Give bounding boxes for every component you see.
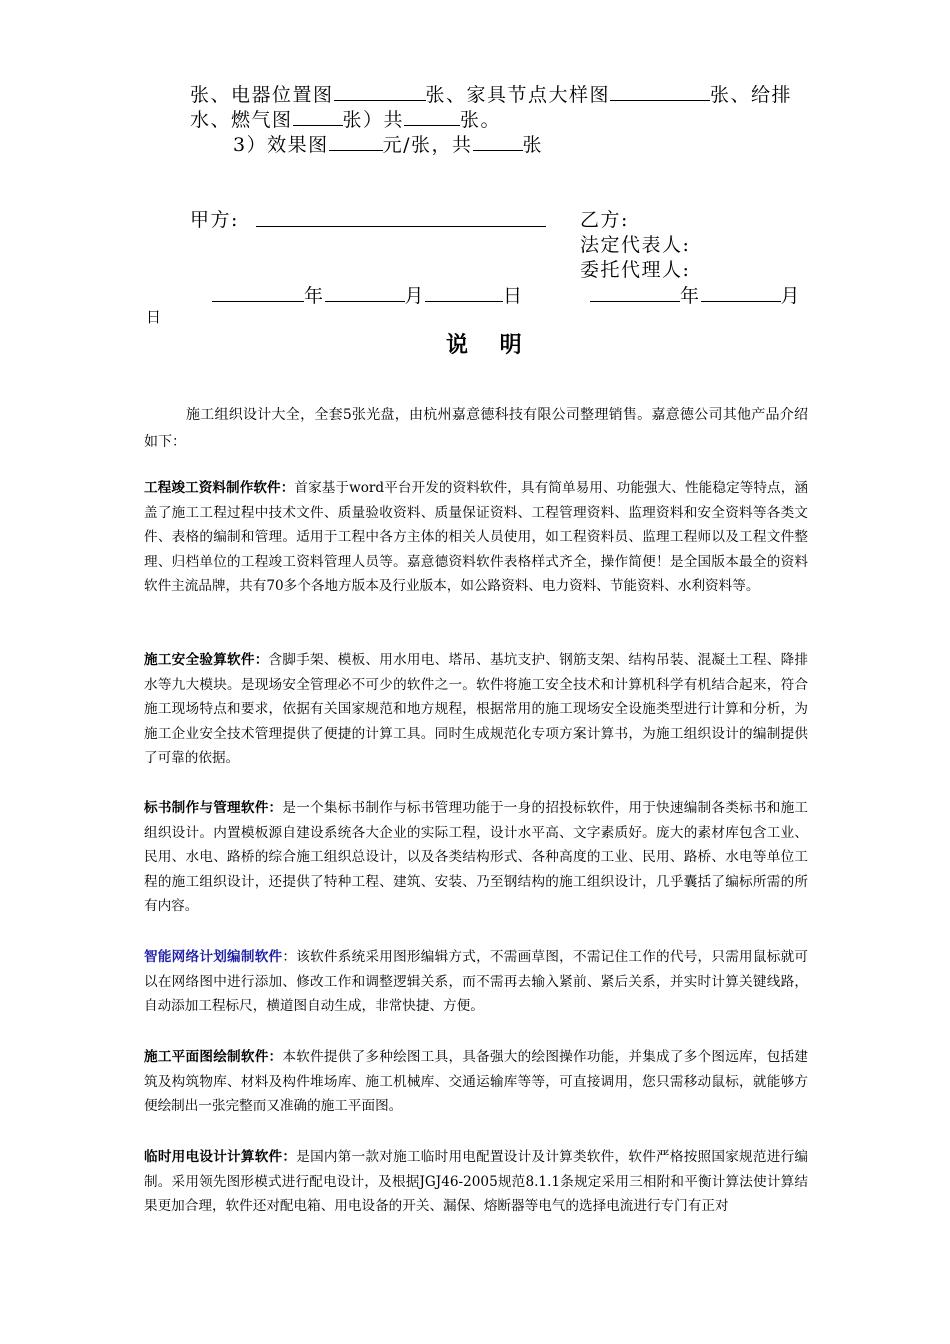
blank-line [425,283,503,302]
form-line-1 [190,80,792,107]
form-text: 张。 [460,109,502,131]
product-desc: 首家基于word平台开发的资料软件，具有简单易用、功能强大、性能稳定等特点，涵盖了施工工程过程中技术文件、质量验收资料、质量保证资料、工程管理资料、监理资料和安全资料等各类文件、表格的编制和管理。适用于工程中各方主体的相关人员使用，如工程资料员、监理工程师以及工程文件整理、归档单位的工程竣工资料管理人员等。嘉意德资料软件表格样式齐全，操作简便！是全国版本最全的资料软件主流品牌，共有70多个各地方版本及行业版本，如公路资料、电力资料、节能资料、水利资料等。 [144,480,808,594]
form-text: 3）效果图 [233,134,329,156]
day-label-wrap [146,306,161,327]
month-label: 月 [780,285,802,307]
agent-label [580,255,690,282]
product-item [144,1045,808,1119]
year-label: 年 [304,285,325,307]
blank-line [473,132,523,151]
blank-line [325,283,405,302]
form-text: 水、燃气图 [190,109,293,131]
form-text: 张、电器位置图 [190,84,334,106]
party-a-text: 甲方: [190,209,239,231]
product-name: 临时用电设计计算软件： [144,1149,297,1165]
form-text: 张）共 [342,109,405,131]
product-item [144,1145,808,1219]
product-name: 施工安全验算软件： [144,652,269,668]
product-name: 工程竣工资料制作软件： [144,480,295,496]
legal-rep-label [580,230,690,257]
form-text: 张、给排 [710,84,793,106]
party-a-signature-line [256,226,546,227]
product-item [144,648,808,771]
date-party-b [590,281,801,308]
product-item [144,476,808,599]
form-line-3 [233,130,543,157]
product-item [144,945,808,1019]
party-b-text: 乙方: [580,209,629,231]
blank-line [701,283,781,302]
legal-rep-text: 法定代表人: [580,234,691,256]
form-text: 元/张，共 [382,134,473,156]
form-text: 张 [522,134,544,156]
intro-paragraph: 施工组织设计大全，全套5张光盘，由杭州嘉意德科技有限公司整理销售。嘉意德公司其他产品介绍如下： [144,407,808,450]
party-b-label [580,205,629,232]
blank-line [334,82,426,101]
blank-line [212,283,304,302]
product-desc: 是国内第一款对施工临时用电配置设计及计算类软件，软件严格按照国家规范进行编制。采用领先图形模式进行配电设计，及根据JGJ46-2005规范8.1.1条规定采用三相附和平衡计算法使计算结果更加合理，软件还对配电箱、用电设备的开关、漏保、熔断器等电气的选择电流进行专门有正对 [144,1149,809,1214]
product-desc: 是一个集标书制作与标书管理功能于一身的招投标软件，用于快速编制各类标书和施工组织设计。内置模板源自建设系统各大企业的实际工程，设计水平高、文字素质好。庞大的素材库包含工业、民用、水电、路桥的综合施工组织总设计，以及各类结构形式、各种高度的工业、民用、路桥、水电等单位工程的施工组织设计，还提供了特种工程、建筑、安装、乃至钢结构的施工组织设计，几乎囊括了编标所需的所有内容。 [144,800,809,914]
blank-line [590,283,680,302]
blank-line [610,82,710,101]
product-name: 标书制作与管理软件： [144,800,283,816]
day-label: 日 [146,308,162,326]
product-item [144,796,808,919]
form-text: 张、家具节点大样图 [425,84,611,106]
product-desc: ：该软件系统采用图形编辑方式，不需画草图，不需记住工作的代号，只需用鼠标就可以在网络图中进行添加、修改工作和调整逻辑关系，而不需再去输入紧前、紧后关系，并实时计算关键线路，自动添加工程标尺，横道图自动生成，非常快捷、方便。 [144,949,809,1014]
product-name: 施工平面图绘制软件： [144,1049,283,1065]
party-a-label [190,205,239,232]
product-desc: 含脚手架、模板、用水用电、塔吊、基坑支护、钢筋支架、结构吊装、混凝土工程、降排水等九大模块。是现场安全管理必不可少的软件之一。软件将施工安全技术和计算机科学有机结合起来，符合施工现场特点和要求，依据有关国家规范和地方规程，根据常用的施工现场安全设施类型进行计算和分析，为施工企业安全技术管理提供了便捷的计算工具。同时生成规范化专项方案计算书，为施工组织设计的编制提供了可靠的依据。 [144,652,808,766]
blank-line [404,107,460,126]
form-line-2 [190,105,501,132]
date-party-a [212,281,524,308]
blank-line [293,107,343,126]
blank-line [329,132,383,151]
day-label: 日 [503,285,524,307]
month-label: 月 [404,285,426,307]
agent-text: 委托代理人: [580,259,691,281]
page-title: 说 明 [446,332,534,358]
product-desc: 本软件提供了多种绘图工具，具备强大的绘图操作功能，并集成了多个图远库，包括建筑及构筑物库、材料及构件堆场库、施工机械库、交通运输库等等，可直接调用，您只需移动鼠标，就能够方便绘制出一张完整而又准确的施工平面图。 [144,1049,809,1114]
product-name-link[interactable]: 智能网络计划编制软件 [144,949,283,965]
year-label: 年 [680,285,701,307]
